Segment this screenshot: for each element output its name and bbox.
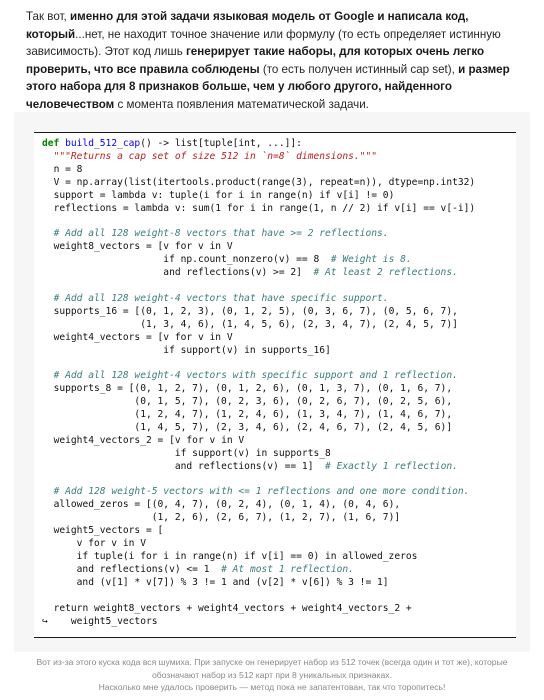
code-line: support = lambda v: tuple(i for i in range(n) if v[i] != 0) bbox=[53, 189, 395, 201]
intro-text-1: Так вот, bbox=[26, 10, 70, 23]
code-line: if support(v) in supports_16] bbox=[163, 344, 331, 356]
code-line: and reflections(v) == 1] bbox=[174, 460, 314, 472]
intro-bold-1: именно для этой задачи языковая модель от Google и написала код, который bbox=[26, 10, 469, 41]
code-comment: # At most 1 reflection. bbox=[221, 563, 354, 575]
code-docstring: """Returns a cap set of size 512 in `n=8` dimensions.""" bbox=[53, 150, 378, 162]
code-line: weight4_vectors = [v for v in V bbox=[53, 331, 233, 343]
code-line: weight5_vectors bbox=[70, 615, 158, 627]
code-line: if tuple(i for i in range(n) if v[i] == 0) in allowed_zeros bbox=[76, 551, 418, 562]
code-comment: # Add all 128 weight-4 vectors with specific support and 1 reflection. bbox=[53, 370, 458, 382]
intro-text-2: ...нет, не находит точное значение или формулу (то есть определяет истинную зависимость). Этот код лишь bbox=[26, 27, 501, 59]
code-comment: # Add 128 weight-5 vectors with <= 1 reflections and one more condition. bbox=[53, 486, 470, 498]
code-line: (1, 4, 5, 7), (2, 3, 4, 6), (2, 4, 6, 7), (2, 4, 5, 6)] bbox=[134, 421, 453, 433]
code-line: if support(v) in supports_8 bbox=[174, 447, 331, 459]
code-line: weight8_vectors = [v for v in V bbox=[53, 241, 233, 253]
code-block[interactable] bbox=[34, 132, 516, 638]
code-image-panel bbox=[14, 112, 530, 652]
code-comment: # Add all 128 weight-8 vectors that have >= 2 reflections. bbox=[53, 228, 389, 240]
code-line: if np.count_nonzero(v) == 8 bbox=[163, 254, 320, 266]
code-keyword: def bbox=[42, 138, 60, 149]
image-caption bbox=[20, 656, 524, 694]
code-line: supports_8 = [(0, 1, 2, 7), (0, 1, 2, 6), (0, 1, 3, 7), (0, 1, 6, 7), bbox=[53, 383, 453, 395]
code-line: weight5_vectors = [ bbox=[53, 525, 164, 537]
code-line: () -> list[tuple[int, ...]]: bbox=[140, 138, 302, 149]
code-line: and (v[1] * v[7]) % 3 != 1 and (v[2] * v[6]) % 3 != 1] bbox=[76, 576, 389, 588]
code-function-name: build_512_cap bbox=[65, 138, 141, 149]
caption-line-2: обозначают набор из 512 карт при 8 уникальных признаках. bbox=[152, 669, 392, 680]
code-line: allowed_zeros = [(0, 4, 7), (0, 2, 4), (0, 1, 4), (0, 4, 6), bbox=[53, 499, 401, 511]
code-line: v for v in V bbox=[76, 538, 146, 550]
caption-line-1: Вот из-за этого куска кода вся шумиха. При запуске он генерирует набор из 512 точек (всегда один и тот же), которые bbox=[36, 657, 508, 667]
code-line: weight4_vectors_2 = [v for v in V bbox=[53, 434, 245, 446]
caption-line-3: Насколько мне удалось проверить — метод пока не запатентован, так что торопитесь! bbox=[98, 682, 446, 693]
code-listing[interactable] bbox=[42, 138, 475, 628]
code-line: and reflections(v) <= 1 bbox=[76, 563, 210, 575]
code-line: (0, 1, 5, 7), (0, 2, 3, 6), (0, 2, 6, 7), (0, 2, 5, 6), bbox=[134, 396, 453, 408]
code-line: supports_16 = [(0, 1, 2, 3), (0, 1, 2, 5), (0, 3, 6, 7), (0, 5, 6, 7), bbox=[53, 305, 458, 317]
code-line: (1, 3, 4, 6), (1, 4, 5, 6), (2, 3, 4, 7), (2, 4, 5, 7)] bbox=[140, 318, 458, 330]
intro-text-4: с момента появления математической задачи. bbox=[114, 97, 369, 111]
code-comment: # Weight is 8. bbox=[330, 254, 412, 266]
intro-bold-3: и размер этого набора для 8 признаков больше, чем у любого другого, найденного человечеством bbox=[26, 62, 510, 111]
code-comment: # Exactly 1 reflection. bbox=[325, 460, 458, 472]
code-comment: # At least 2 reflections. bbox=[313, 267, 458, 279]
intro-paragraph bbox=[26, 8, 524, 114]
intro-bold-2: генерирует такие наборы, для которых очень легко проверить, что все правила соблюдены bbox=[26, 45, 485, 76]
code-line: return weight8_vectors + weight4_vectors + weight4_vectors_2 + bbox=[53, 602, 412, 614]
line-continuation-icon: ↪ bbox=[42, 615, 48, 627]
code-line: and reflections(v) >= 2] bbox=[163, 267, 302, 279]
code-line: (1, 2, 6), (2, 6, 7), (1, 2, 7), (1, 6, 7)] bbox=[151, 512, 401, 524]
intro-text-3: (то есть получен истинный cap set), bbox=[259, 62, 459, 76]
code-line: n = 8 bbox=[53, 163, 83, 175]
code-line: V = np.array(list(itertools.product(range(3), repeat=n)), dtype=np.int32) bbox=[53, 176, 476, 188]
code-line: reflections = lambda v: sum(1 for i in range(1, n // 2) if v[i] == v[-i]) bbox=[53, 202, 476, 214]
code-comment: # Add all 128 weight-4 vectors that have specific support. bbox=[53, 292, 389, 304]
code-line: (1, 2, 4, 7), (1, 2, 4, 6), (1, 3, 4, 7), (1, 4, 6, 7), bbox=[134, 409, 453, 421]
